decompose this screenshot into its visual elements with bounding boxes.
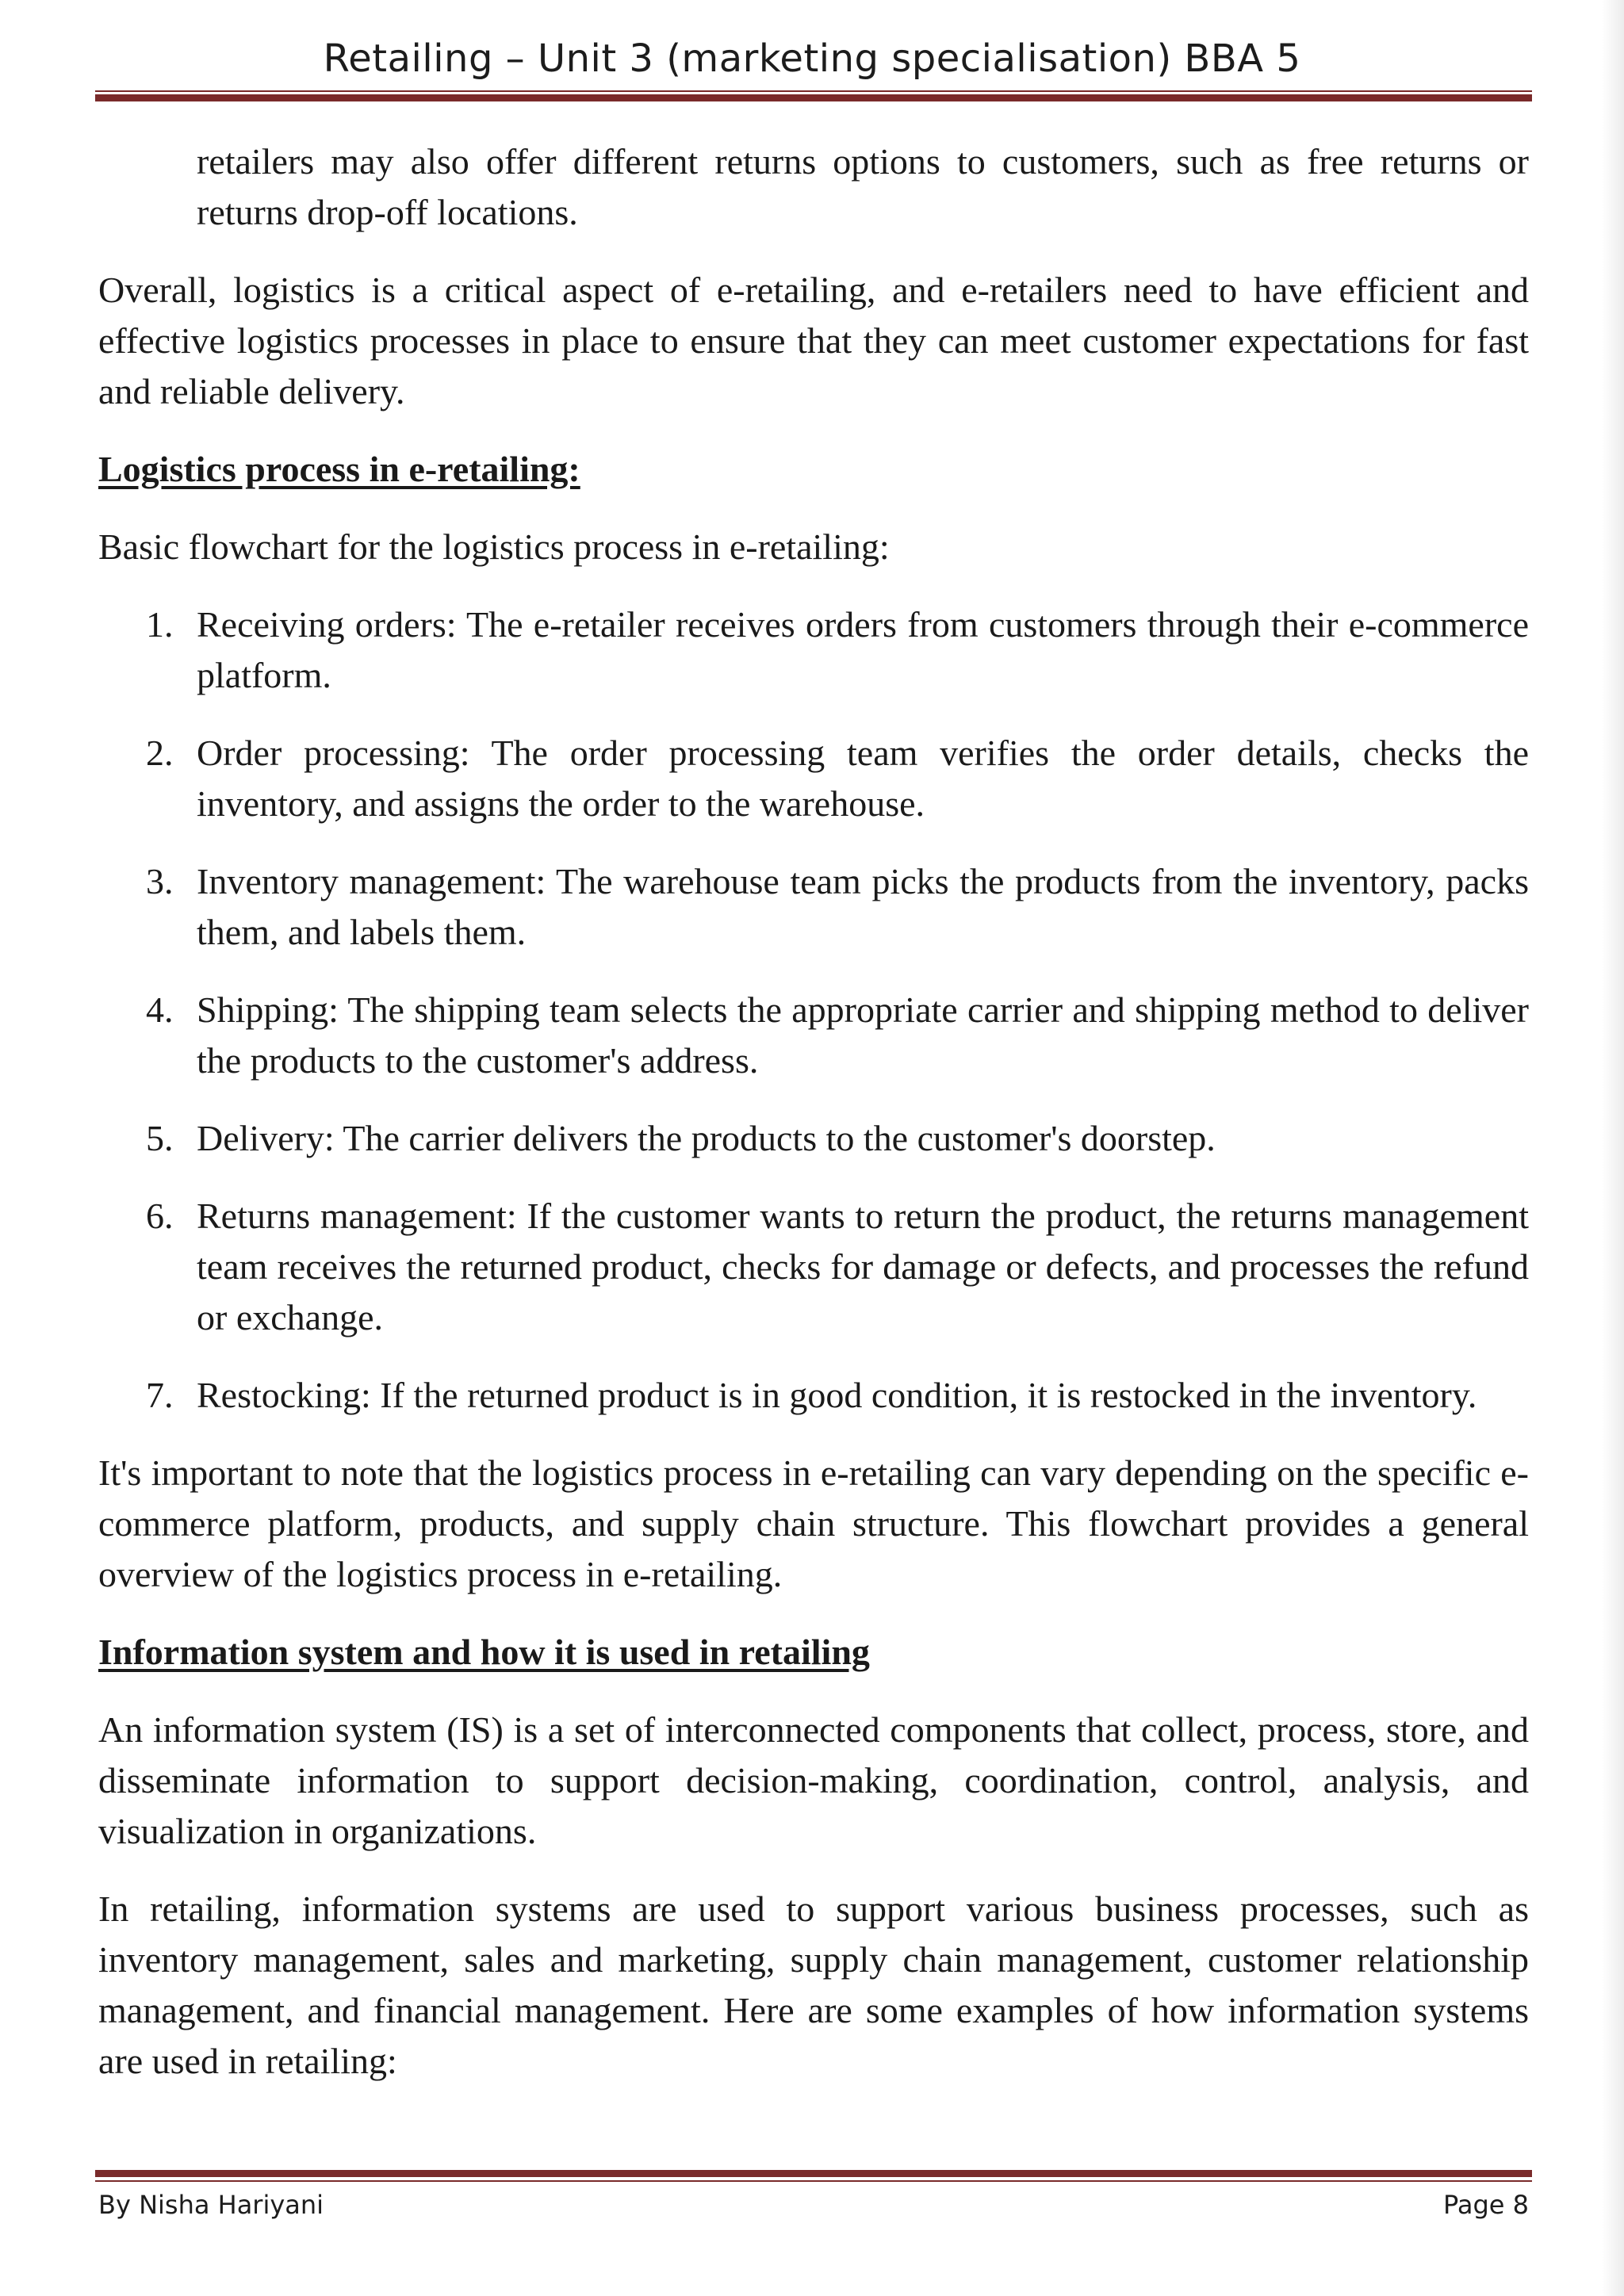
- list-item-text: Order processing: The order processing team verifies the order details, checks the inventory, and assigns the order to the warehouse.: [197, 733, 1529, 824]
- document-body: [98, 136, 1529, 2114]
- list-item: [98, 1113, 1529, 1164]
- page-header-title: Retailing – Unit 3 (marketing specialisation) BBA 5: [323, 36, 1301, 81]
- list-item-number: 3.: [146, 861, 174, 901]
- list-item-number: 1.: [146, 604, 174, 645]
- footer-author: By Nisha Hariyani: [98, 2190, 324, 2220]
- is-retail-paragraph: In retailing, information systems are used to support various business processes, such as inventory management, sales and marketing, supply chain management, customer relationship management, and financial management. Here are some examples of how information systems are used in retailing:: [98, 1888, 1529, 2081]
- footer-page-number: Page 8: [1443, 2190, 1529, 2220]
- list-item-text: Restocking: If the returned product is in good condition, it is restocked in the inventory.: [197, 1375, 1477, 1415]
- list-item: [98, 728, 1529, 829]
- overall-paragraph: Overall, logistics is a critical aspect of e-retailing, and e-retailers need to have efficient and effective logistics processes in place to ensure that they can meet customer expectations for fast and reliable delivery.: [98, 270, 1529, 411]
- list-item: [98, 985, 1529, 1086]
- page-edge-shadow: [1602, 0, 1624, 2296]
- list-item: [98, 856, 1529, 958]
- list-item-text: Returns management: If the customer wants to return the product, the returns management team receives the returned product, checks for damage or defects, and processes the refund or exchange.: [197, 1196, 1529, 1337]
- list-item-text: Inventory management: The warehouse team picks the products from the inventory, packs them, and labels them.: [197, 861, 1529, 952]
- list-item-text: Delivery: The carrier delivers the products to the customer's doorstep.: [197, 1118, 1216, 1158]
- list-item: [98, 1370, 1529, 1421]
- list-item-number: 6.: [146, 1196, 174, 1236]
- logistics-steps-list: [98, 599, 1529, 1421]
- list-item: [98, 1191, 1529, 1343]
- list-item-number: 7.: [146, 1375, 174, 1415]
- list-item: [98, 599, 1529, 701]
- heading-information-system: Information system and how it is used in retailing: [98, 1632, 870, 1672]
- flowchart-intro-paragraph: Basic flowchart for the logistics process in e-retailing:: [98, 526, 890, 567]
- header-rule-thick: [95, 94, 1532, 101]
- list-item-text: Shipping: The shipping team selects the appropriate carrier and shipping method to deliver the products to the customer's address.: [197, 989, 1529, 1081]
- header-rule-thin: [95, 90, 1532, 92]
- list-item-number: 2.: [146, 733, 174, 773]
- is-definition-paragraph: An information system (IS) is a set of interconnected components that collect, process, store, and disseminate information to support decision-making, coordination, control, analysis, and visualization in organizations.: [98, 1709, 1529, 1851]
- important-note-paragraph: It's important to note that the logistics process in e-retailing can vary depending on the specific e-commerce platform, products, and supply chain structure. This flowchart provides a general overview of the logistics process in e-retailing.: [98, 1452, 1529, 1594]
- continued-paragraph: retailers may also offer different returns options to customers, such as free returns or returns drop-off locations.: [197, 141, 1529, 232]
- footer-rule-thin: [95, 2180, 1532, 2182]
- list-item-number: 5.: [146, 1118, 174, 1158]
- heading-logistics-process: Logistics process in e-retailing:: [98, 449, 580, 489]
- list-item-number: 4.: [146, 989, 174, 1030]
- footer-rule-thick: [95, 2170, 1532, 2177]
- list-item-text: Receiving orders: The e-retailer receives orders from customers through their e-commerce platform.: [197, 604, 1529, 695]
